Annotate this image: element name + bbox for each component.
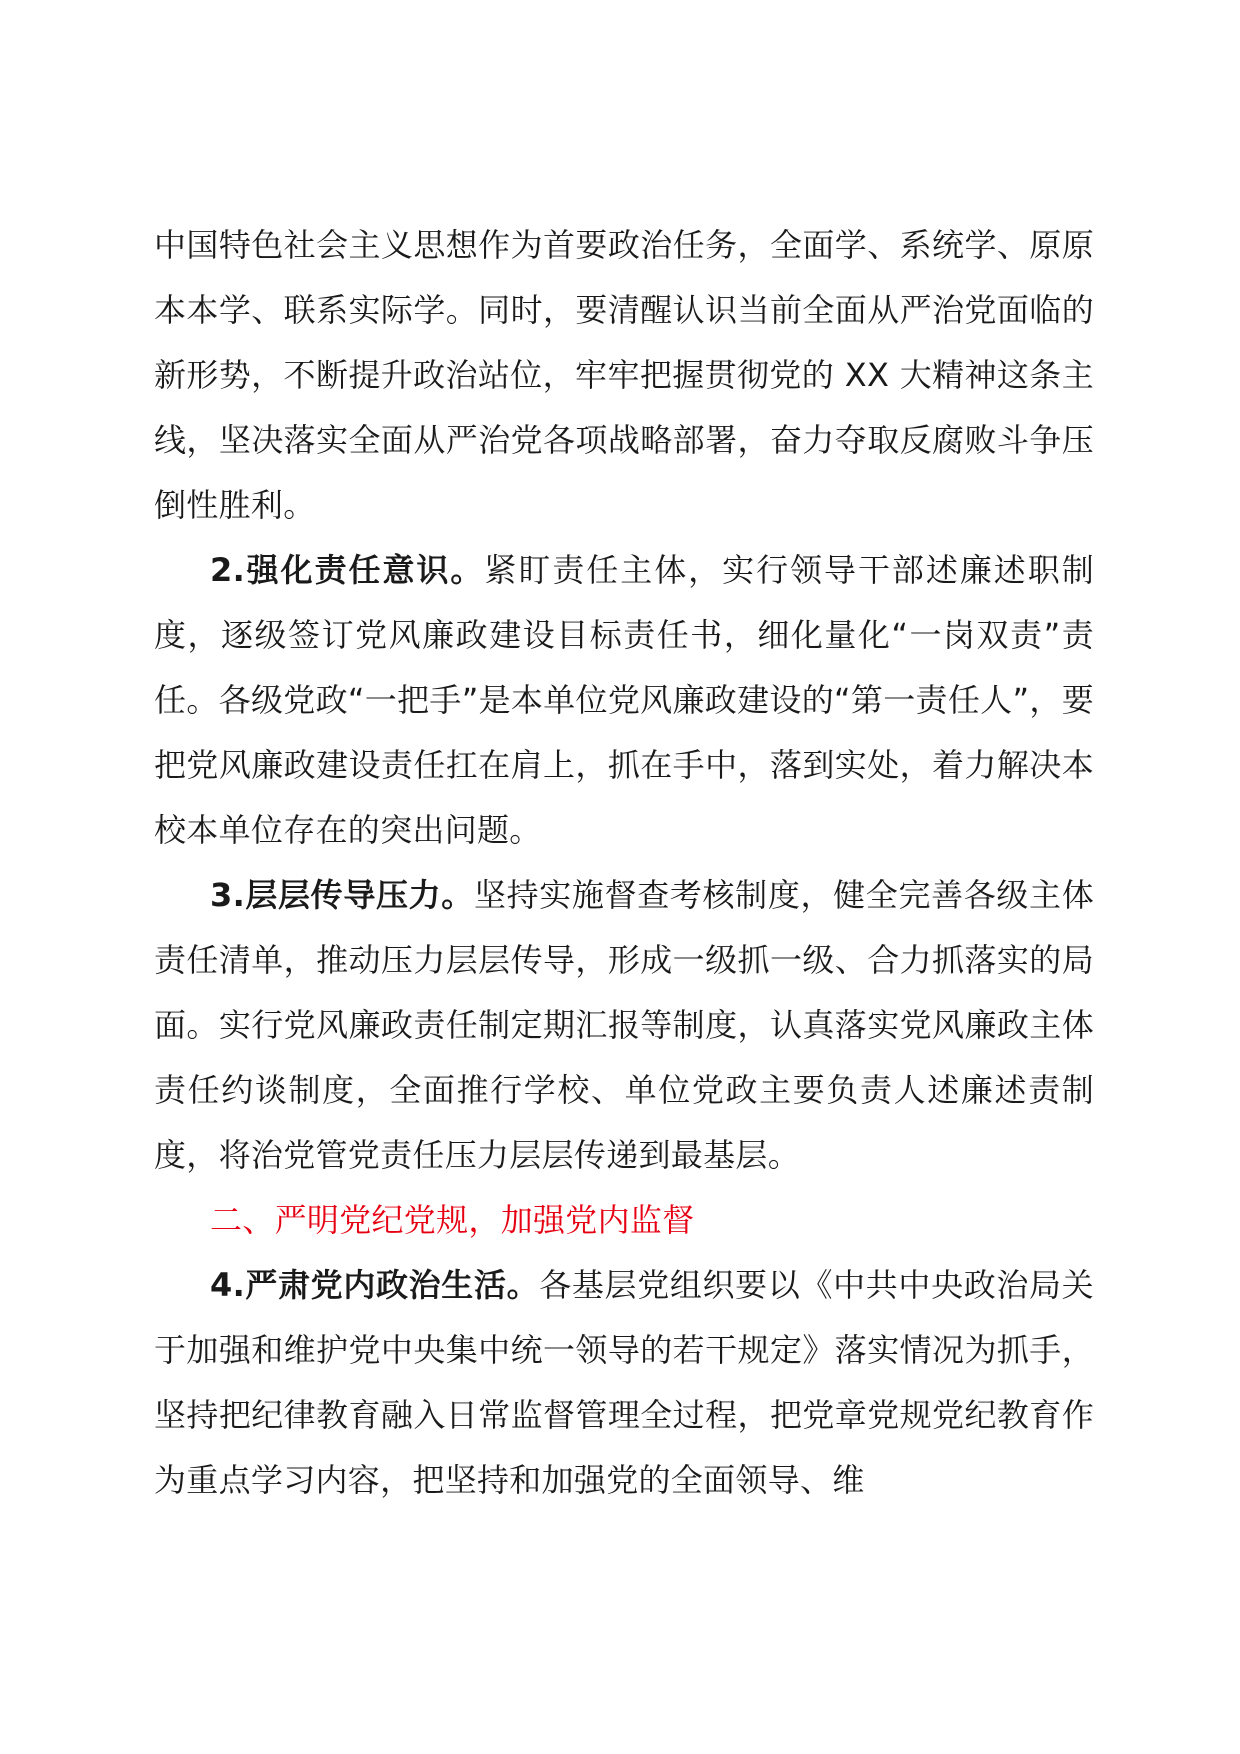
paragraph-text: 紧盯责任主体，实行领导干部述廉述职制度，逐级签订党风廉政建设目标责任书，细化量化“一岗双责”责任。各级党政“一把手”是本单位党风廉政建设的“第一责任人”，要把党风廉政建设责任扛在肩上，抓在手中，落到实处，着力解决本校本单位存在的突出问题。 <box>154 551 1095 849</box>
paragraph-strengthen-responsibility <box>154 538 1094 863</box>
paragraph-text: 中国特色社会主义思想作为首要政治任务，全面学、系统学、原原本本学、联系实际学。同时，要清醒认识当前全面从严治党面临的新形势，不断提升政治站位，牢牢把握贯彻党的 XX 大精神这条主线，坚决落实全面从严治党各项战略部署，奋力夺取反腐败斗争压倒性胜利。 <box>154 226 1094 524</box>
paragraph-lead: 4.严肃党内政治生活。 <box>210 1266 540 1304</box>
paragraph-continuation <box>154 213 1094 538</box>
section-heading: 二、严明党纪党规，加强党内监督 <box>210 1201 695 1239</box>
paragraph-transmit-pressure <box>154 863 1094 1188</box>
paragraph-political-life <box>154 1253 1094 1513</box>
paragraph-text: 各基层党组织要以《中共中央政治局关于加强和维护党中央集中统一领导的若干规定》落实情况为抓手，坚持把纪律教育融入日常监督管理全过程，把党章党规党纪教育作为重点学习内容，把坚持和加强党的全面领导、维 <box>154 1266 1094 1499</box>
document-body <box>154 213 1094 1513</box>
paragraph-lead: 2.强化责任意识。 <box>210 551 485 589</box>
paragraph-text: 坚持实施督查考核制度，健全完善各级主体责任清单，推动压力层层传导，形成一级抓一级、合力抓落实的局面。实行党风廉政责任制定期汇报等制度，认真落实党风廉政主体责任约谈制度，全面推行学校、单位党政主要负责人述廉述责制度，将治党管党责任压力层层传递到最基层。 <box>154 876 1095 1174</box>
paragraph-lead: 3.层层传导压力。 <box>210 876 474 914</box>
